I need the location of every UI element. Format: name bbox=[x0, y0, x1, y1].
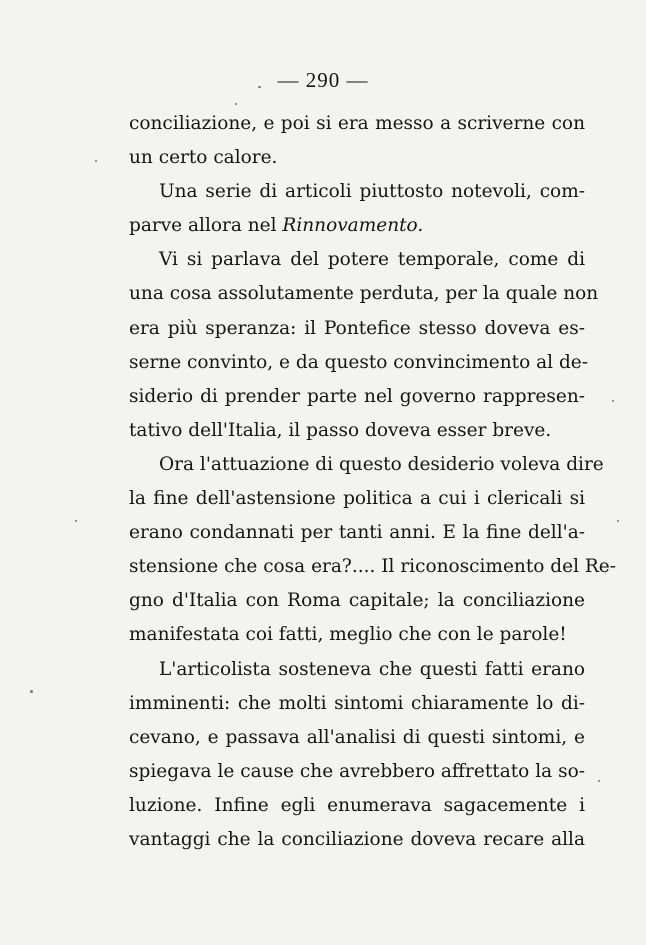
text-line: siderio di prender parte nel governo rappresen- bbox=[129, 385, 585, 407]
text-line: Ora l'attuazione di questo desiderio voleva dire bbox=[159, 453, 604, 475]
text-line: manifestata coi fatti, meglio che con le parole! bbox=[129, 624, 567, 646]
text-line: L'articolista sosteneva che questi fatti erano bbox=[159, 658, 585, 680]
text-line: erano condannati per tanti anni. E la fine dell'a- bbox=[129, 522, 585, 544]
scan-speck bbox=[612, 400, 614, 402]
scan-speck bbox=[235, 103, 237, 105]
text-line: serne convinto, e da questo convincimento al de- bbox=[129, 351, 588, 373]
text-line: vantaggi che la conciliazione doveva recare alla bbox=[129, 828, 585, 850]
text-line: era più speranza: il Pontefice stesso doveva es- bbox=[129, 317, 585, 339]
body-text bbox=[129, 107, 616, 857]
scan-speck bbox=[258, 86, 261, 88]
text-fragment: parve allora nel bbox=[129, 215, 283, 237]
scan-speck bbox=[75, 520, 77, 522]
text-line-with-title bbox=[129, 209, 585, 243]
text-line: cevano, e passava all'analisi di questi sintomi, e bbox=[129, 726, 585, 748]
text-line: una cosa assolutamente perduta, per la quale non bbox=[129, 283, 599, 305]
text-line: spiegava le cause che avrebbero affrettato la so- bbox=[129, 760, 585, 782]
text-line: Una serie di articoli piuttosto notevoli, com- bbox=[159, 181, 585, 203]
text-line: luzione. Infine egli enumerava sagacemente i bbox=[129, 794, 585, 816]
scan-speck bbox=[617, 520, 619, 522]
text-line: conciliazione, e poi si era messo a scriverne con bbox=[129, 113, 585, 134]
text-line: gno d'Italia con Roma capitale; la conciliazione bbox=[129, 590, 585, 612]
newspaper-title: Rinnovamento. bbox=[282, 215, 424, 237]
scan-speck bbox=[30, 690, 33, 693]
text-line: Vi si parlava del potere temporale, come di bbox=[159, 249, 585, 271]
scan-speck bbox=[598, 780, 600, 782]
scan-speck bbox=[95, 160, 97, 162]
page-number: — 290 — bbox=[277, 68, 369, 92]
text-line: la fine dell'astensione politica a cui i clericali si bbox=[129, 488, 585, 510]
text-line: un certo calore. bbox=[129, 147, 278, 169]
text-line: imminenti: che molti sintomi chiaramente lo di- bbox=[129, 692, 585, 714]
text-line: stensione che cosa era?.... Il riconoscimento del Re- bbox=[129, 556, 616, 578]
text-line: tativo dell'Italia, il passo doveva esser breve. bbox=[129, 419, 552, 441]
